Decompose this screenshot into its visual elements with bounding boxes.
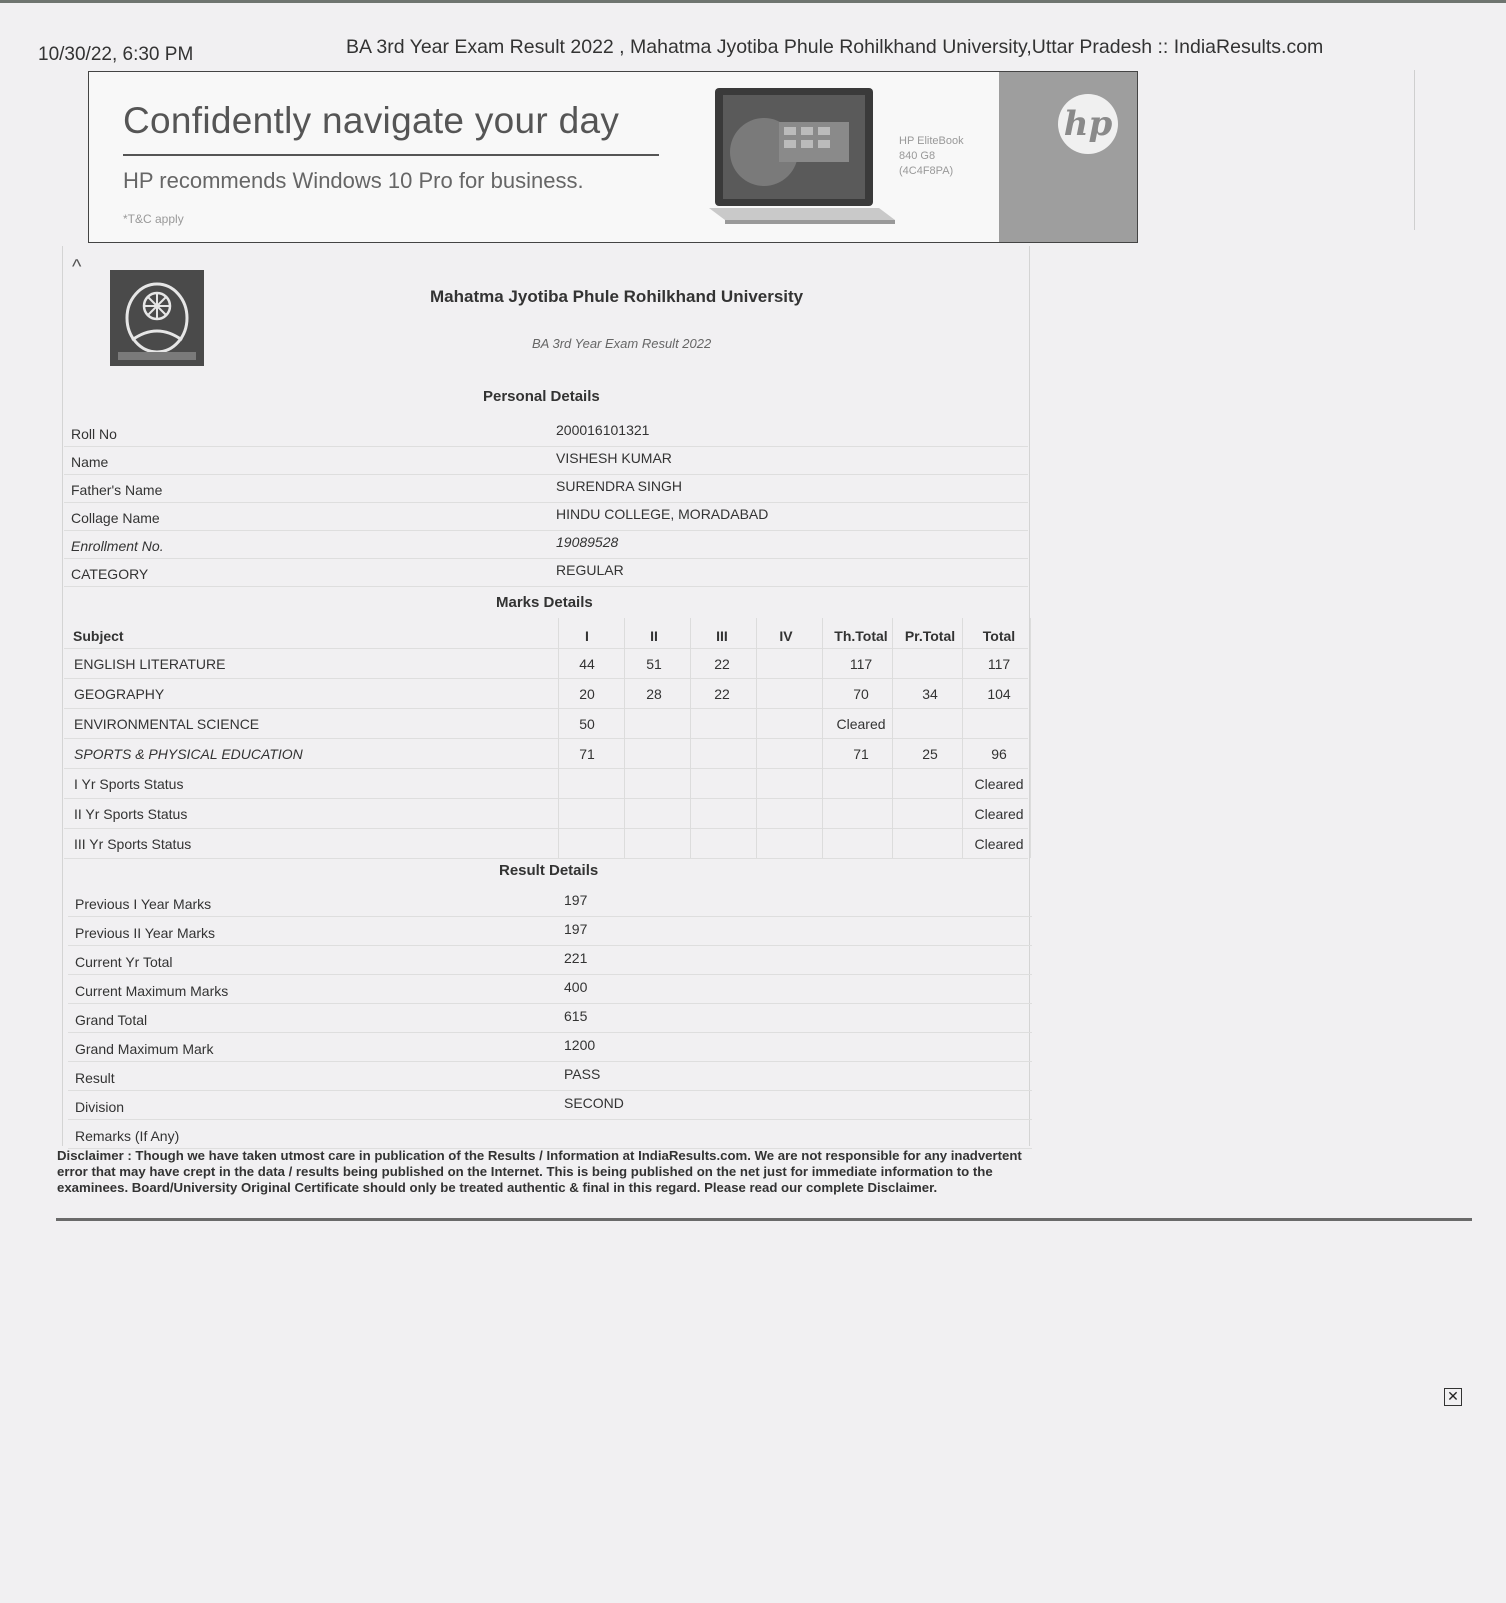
marks-column-header: Total	[982, 628, 1016, 644]
detail-value: SURENDRA SINGH	[556, 478, 683, 494]
detail-value: VISHESH KUMAR	[556, 450, 672, 466]
marks-column-header: I	[585, 628, 589, 644]
table-gridline	[962, 618, 963, 858]
marks-column-header: Subject	[73, 628, 124, 644]
marks-cell: Cleared	[836, 716, 886, 732]
detail-label: Name	[71, 454, 109, 470]
marks-cell: 22	[714, 686, 730, 702]
subject-name: SPORTS & PHYSICAL EDUCATION	[74, 746, 303, 762]
ad-model-line: (4C4F8PA)	[899, 165, 954, 177]
result-label: Previous II Year Marks	[75, 925, 216, 941]
result-label: Current Yr Total	[75, 954, 173, 970]
marks-cell: Cleared	[974, 836, 1024, 852]
result-row	[68, 1091, 1032, 1120]
marks-column-header: IV	[779, 628, 793, 644]
ad-banner[interactable]	[88, 71, 1138, 243]
marks-cell: 70	[853, 686, 869, 702]
subject-name: ENGLISH LITERATURE	[74, 656, 226, 672]
marks-cell: 28	[646, 686, 662, 702]
table-gridline	[558, 618, 559, 858]
detail-row	[64, 558, 1028, 587]
detail-value: 19089528	[556, 534, 619, 550]
result-row	[68, 1004, 1032, 1033]
table-gridline	[624, 618, 625, 858]
subject-name: I Yr Sports Status	[74, 776, 184, 792]
divider	[1414, 70, 1415, 230]
result-label: Result	[75, 1070, 115, 1086]
table-gridline	[1030, 618, 1031, 858]
disclaimer-text: Disclaimer : Though we have taken utmost care in publication of the Results / Information at IndiaResults.com. We are not responsible for any inadvertent error that may have crept in the data / results being published on the Internet. This is being published on the net just for immediate information to the examinees. Board/University Original Certificate should only be treated authentic & final in this regard. Please read our complete Disclaimer.	[57, 1148, 1022, 1195]
result-value: 221	[564, 950, 588, 966]
laptop-image	[709, 82, 924, 232]
result-label: Remarks (If Any)	[75, 1128, 180, 1144]
marks-cell: 34	[922, 686, 938, 702]
table-gridline	[690, 618, 691, 858]
close-icon[interactable]: ✕	[1444, 1388, 1462, 1406]
result-label: Grand Maximum Mark	[75, 1041, 214, 1057]
section-personal-details: Personal Details	[483, 388, 600, 405]
marks-cell: 71	[853, 746, 869, 762]
ad-subline: HP recommends Windows 10 Pro for business.	[123, 168, 584, 193]
ad-model-text	[899, 134, 964, 179]
detail-value: 200016101321	[556, 422, 650, 438]
exam-name: BA 3rd Year Exam Result 2022	[532, 336, 712, 351]
collapse-caret-icon[interactable]: ^	[72, 256, 82, 278]
marks-cell: Cleared	[974, 806, 1024, 822]
table-gridline	[822, 618, 823, 858]
subject-name: II Yr Sports Status	[74, 806, 188, 822]
result-value: 615	[564, 1008, 588, 1024]
university-name: Mahatma Jyotiba Phule Rohilkhand University	[430, 287, 804, 306]
result-row	[68, 1033, 1032, 1062]
print-timestamp: 10/30/22, 6:30 PM	[38, 44, 194, 65]
detail-label: Collage Name	[71, 510, 160, 526]
table-gridline	[756, 618, 757, 858]
result-row	[68, 975, 1032, 1004]
university-logo	[110, 270, 204, 366]
page-title: BA 3rd Year Exam Result 2022 , Mahatma Jyotiba Phule Rohilkhand University,Uttar Pradesh :: IndiaResults.com	[346, 36, 1324, 58]
detail-row	[64, 446, 1028, 475]
ad-headline: Confidently navigate your day	[123, 100, 620, 141]
bottom-divider	[56, 1218, 1472, 1221]
ad-model-line: 840 G8	[899, 150, 936, 162]
marks-cell: 71	[579, 746, 595, 762]
marks-column-header: Th.Total	[834, 628, 888, 644]
marks-cell: 117	[987, 656, 1011, 672]
result-label: Current Maximum Marks	[75, 983, 229, 999]
section-marks-details: Marks Details	[496, 594, 593, 611]
detail-row	[64, 502, 1028, 531]
marks-cell: 104	[987, 686, 1011, 702]
table-gridline	[892, 618, 893, 858]
marks-cell: 117	[849, 656, 873, 672]
marks-cell: 25	[922, 746, 938, 762]
result-row	[68, 888, 1032, 917]
detail-row	[64, 418, 1028, 447]
detail-label: CATEGORY	[71, 566, 149, 582]
marks-column-header: III	[716, 628, 728, 644]
subject-name: ENVIRONMENTAL SCIENCE	[74, 716, 260, 732]
ad-model-line: HP EliteBook	[899, 135, 964, 147]
result-row	[68, 917, 1032, 946]
marks-cell: 44	[579, 656, 595, 672]
detail-value: REGULAR	[556, 562, 624, 578]
result-label: Grand Total	[75, 1012, 148, 1028]
result-row	[68, 1120, 1032, 1149]
marks-column-header: II	[650, 628, 658, 644]
ad-fineprint: *T&C apply	[123, 212, 184, 226]
result-row	[68, 946, 1032, 975]
result-value: SECOND	[564, 1095, 624, 1111]
marks-row	[64, 828, 1028, 859]
detail-value: HINDU COLLEGE, MORADABAD	[556, 506, 769, 522]
marks-cell: 50	[579, 716, 595, 732]
result-value: 400	[564, 979, 588, 995]
marks-cell: 20	[579, 686, 595, 702]
result-value: 1200	[564, 1037, 596, 1053]
ad-brand-panel	[999, 72, 1137, 242]
marks-cell: 51	[646, 656, 662, 672]
marks-row	[64, 768, 1028, 799]
section-result-details: Result Details	[499, 862, 599, 879]
marks-cell: 22	[714, 656, 730, 672]
result-value: 197	[564, 921, 588, 937]
ad-divider	[123, 154, 659, 156]
marks-cell: 96	[991, 746, 1007, 762]
marks-cell: Cleared	[974, 776, 1024, 792]
subject-name: III Yr Sports Status	[74, 836, 192, 852]
result-value: 197	[564, 892, 588, 908]
detail-row	[64, 474, 1028, 503]
detail-label: Roll No	[71, 426, 117, 442]
marks-row	[64, 798, 1028, 829]
detail-label: Father's Name	[71, 482, 163, 498]
result-value: PASS	[564, 1066, 601, 1082]
result-row	[68, 1062, 1032, 1091]
detail-row	[64, 530, 1028, 559]
marks-column-header: Pr.Total	[904, 628, 956, 644]
detail-label: Enrollment No.	[71, 538, 164, 554]
subject-name: GEOGRAPHY	[74, 686, 165, 702]
result-label: Previous I Year Marks	[75, 896, 212, 912]
top-border	[0, 0, 1506, 3]
hp-logo: hp	[1058, 94, 1118, 154]
result-label: Division	[75, 1099, 125, 1115]
